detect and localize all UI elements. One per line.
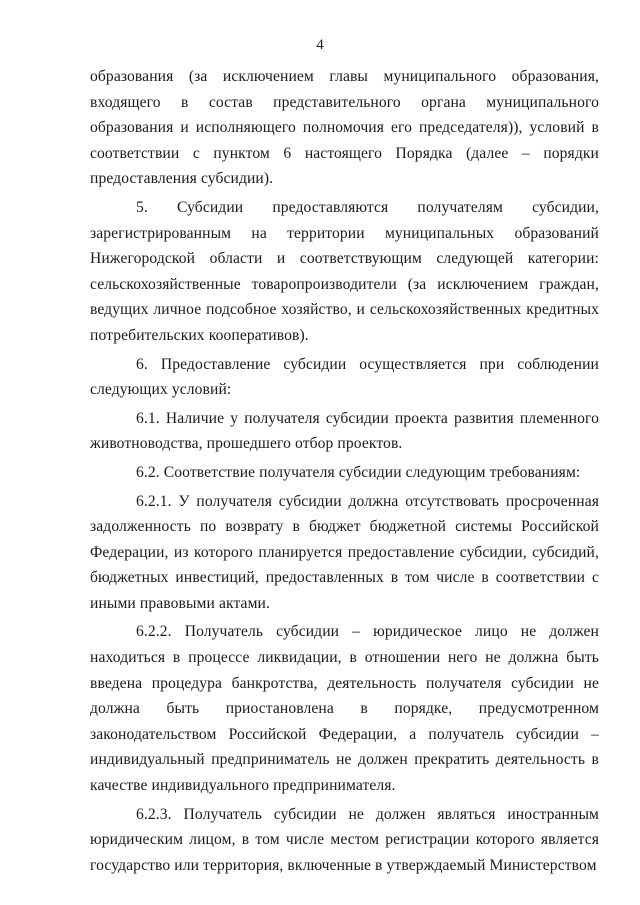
paragraph-item-6-1: 6.1. Наличие у получателя субсидии проекта развития племенного животноводства, прошедшего отбор проектов. <box>90 409 599 453</box>
paragraph-item-6-2: 6.2. Соответствие получателя субсидии следующим требованиям: <box>136 463 581 481</box>
paragraph-item-6-2-1: 6.2.1. У получателя субсидии должна отсутствовать просроченная задолженность по возврату в бюджет бюджетной системы Российской Федерации, из которого планируется предоставление субсидии, субсидий, бюджетных инвестиций, предоставленных в том числе в соответствии с иными правовыми актами. <box>90 492 599 612</box>
paragraph-item-5: 5. Субсидии предоставляются получателям субсидии, зарегистрированным на территории муниципальных образований Нижегородской области и соответствующим следующей категории: сельскохозяйственные товаропроизводители (за исключением граждан, ведущих личное подсобное хозяйство, и сельскохозяйственных кредитных потребительских кооперативов). <box>90 198 599 344</box>
paragraph-item-6-2-2: 6.2.2. Получатель субсидии – юридическое лицо не должен находиться в процессе ликвидации, в отношении него не должна быть введена процедура банкротства, деятельность получателя субсидии не должна быть приостановлена в порядке, предусмотренном законодательством Российской Федерации, а получатель субсидии – индивидуальный предприниматель не должен прекратить деятельность в качестве индивидуального предпринимателя. <box>90 623 599 795</box>
page-number: 4 <box>316 37 324 53</box>
document-body <box>90 64 599 878</box>
paragraph-item-6: 6. Предоставление субсидии осуществляется при соблюдении следующих условий: <box>90 355 599 399</box>
paragraph-item-6-2-3: 6.2.3. Получатель субсидии не должен являться иностранным юридическим лицом, в том числе местом регистрации которого является государство или территория, включенные в утверждаемый Министерством <box>90 805 599 874</box>
paragraph-continuation: образования (за исключением главы муниципального образования, входящего в состав представительного органа муниципального образования и исполняющего полномочия его председателя)), условий в соответствии с пунктом 6 настоящего Порядка (далее – порядки предоставления субсидии). <box>90 68 599 188</box>
